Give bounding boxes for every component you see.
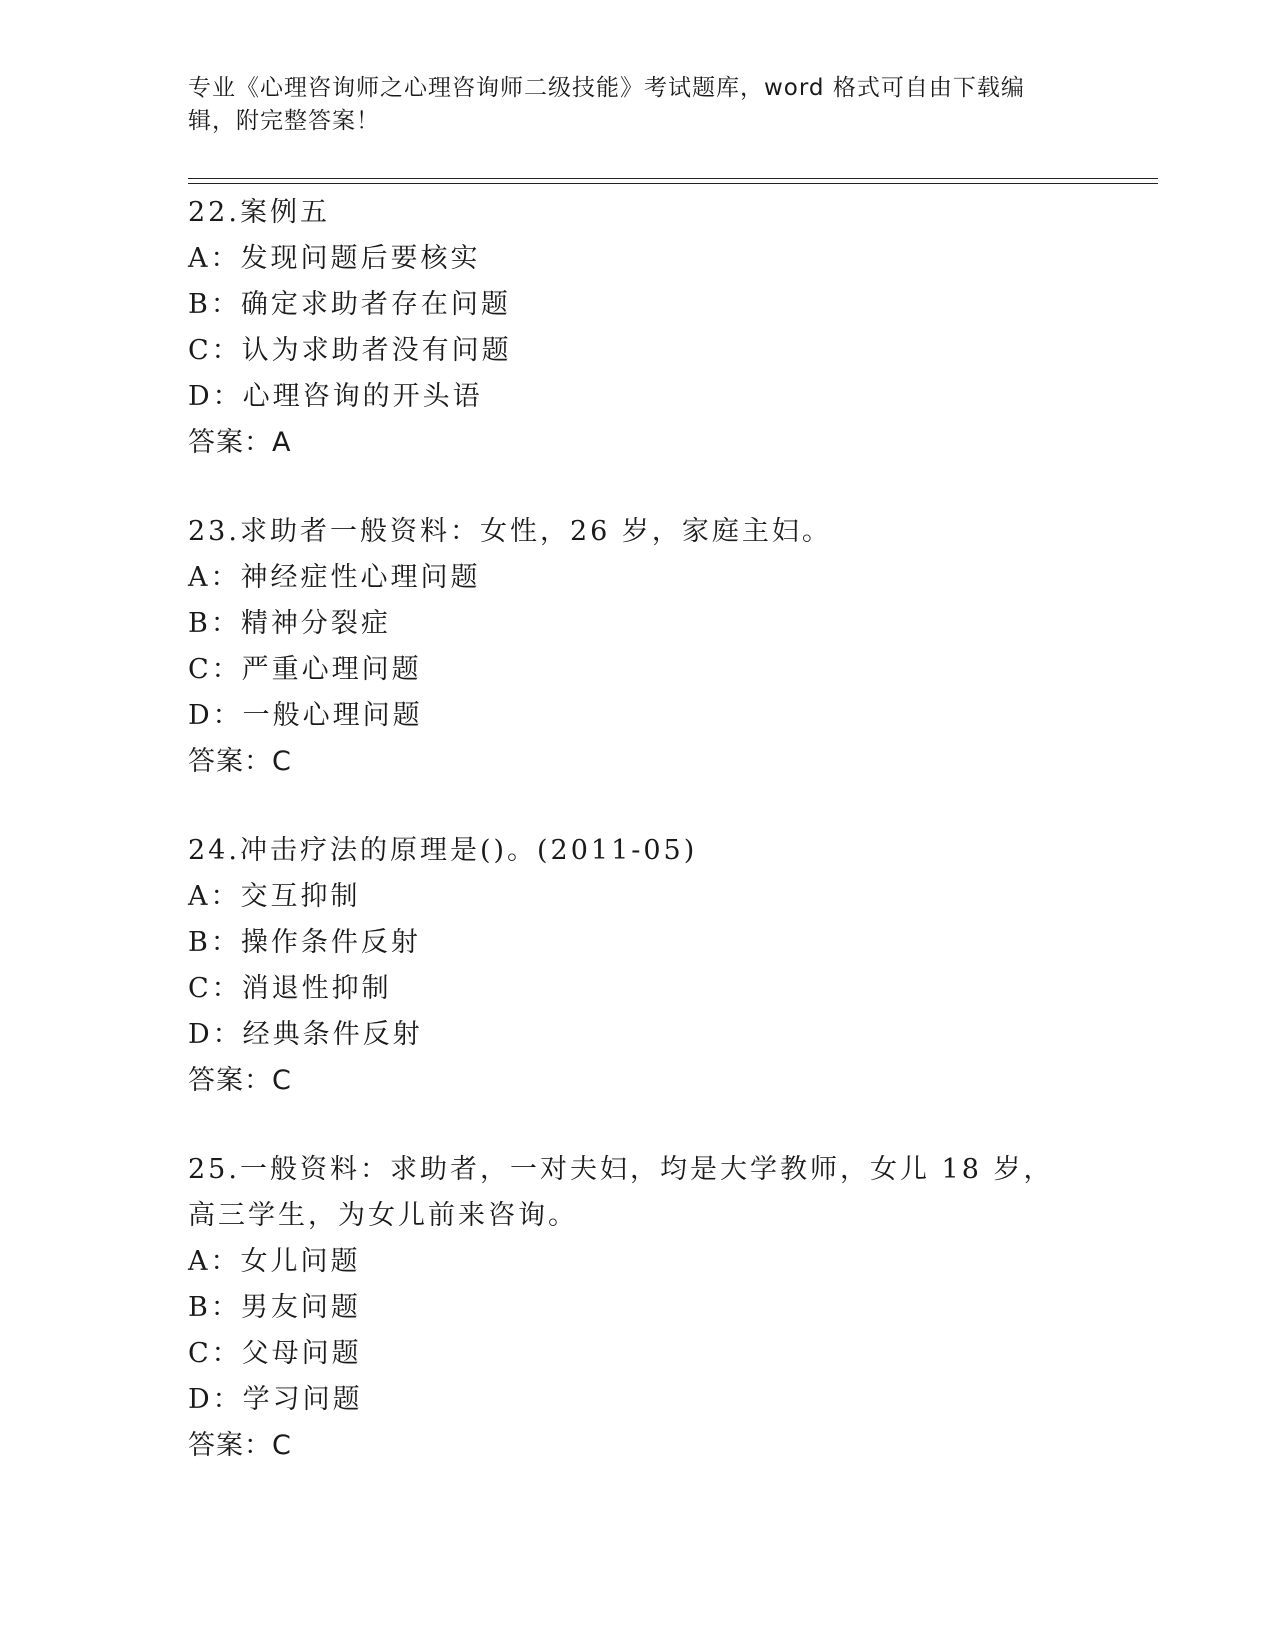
question-list (188, 190, 1108, 1512)
option-c: C：父母问题 (188, 1338, 362, 1369)
header-divider-bottom (188, 183, 1158, 184)
option-a: A：女儿问题 (188, 1246, 361, 1277)
option-d: D：一般心理问题 (188, 700, 423, 731)
option-d: D：经典条件反射 (188, 1019, 423, 1050)
option-b: B：男友问题 (188, 1292, 361, 1323)
question-25 (188, 1147, 1108, 1469)
answer: 答案：C (188, 746, 292, 777)
option-a: A：神经症性心理问题 (188, 562, 481, 593)
option-b: B：确定求助者存在问题 (188, 289, 511, 320)
question-stem: 24.冲击疗法的原理是()。(2011-05) (188, 835, 698, 866)
option-d: D：心理咨询的开头语 (188, 381, 483, 412)
question-22 (188, 190, 1108, 466)
header-divider-top (188, 178, 1158, 179)
answer: 答案：C (188, 1065, 292, 1096)
option-a: A：发现问题后要核实 (188, 243, 481, 274)
document-intro: 专业《心理咨询师之心理咨询师二级技能》考试题库，word 格式可自由下载编辑，附完整答案！ (188, 75, 1025, 134)
option-b: B：精神分裂症 (188, 608, 391, 639)
answer: 答案：C (188, 1430, 292, 1461)
question-stem: 22.案例五 (188, 197, 330, 228)
option-c: C：消退性抑制 (188, 973, 392, 1004)
option-a: A：交互抑制 (188, 881, 361, 912)
option-b: B：操作条件反射 (188, 927, 421, 958)
answer: 答案：A (188, 427, 292, 458)
option-c: C：认为求助者没有问题 (188, 335, 512, 366)
option-d: D：学习问题 (188, 1384, 363, 1415)
question-24 (188, 828, 1108, 1104)
question-23 (188, 509, 1108, 785)
question-stem: 25.一般资料：求助者，一对夫妇，均是大学教师，女儿 18 岁，高三学生，为女儿前来咨询。 (188, 1154, 1054, 1231)
question-stem: 23.求助者一般资料：女性，26 岁，家庭主妇。 (188, 516, 832, 547)
option-c: C：严重心理问题 (188, 654, 422, 685)
